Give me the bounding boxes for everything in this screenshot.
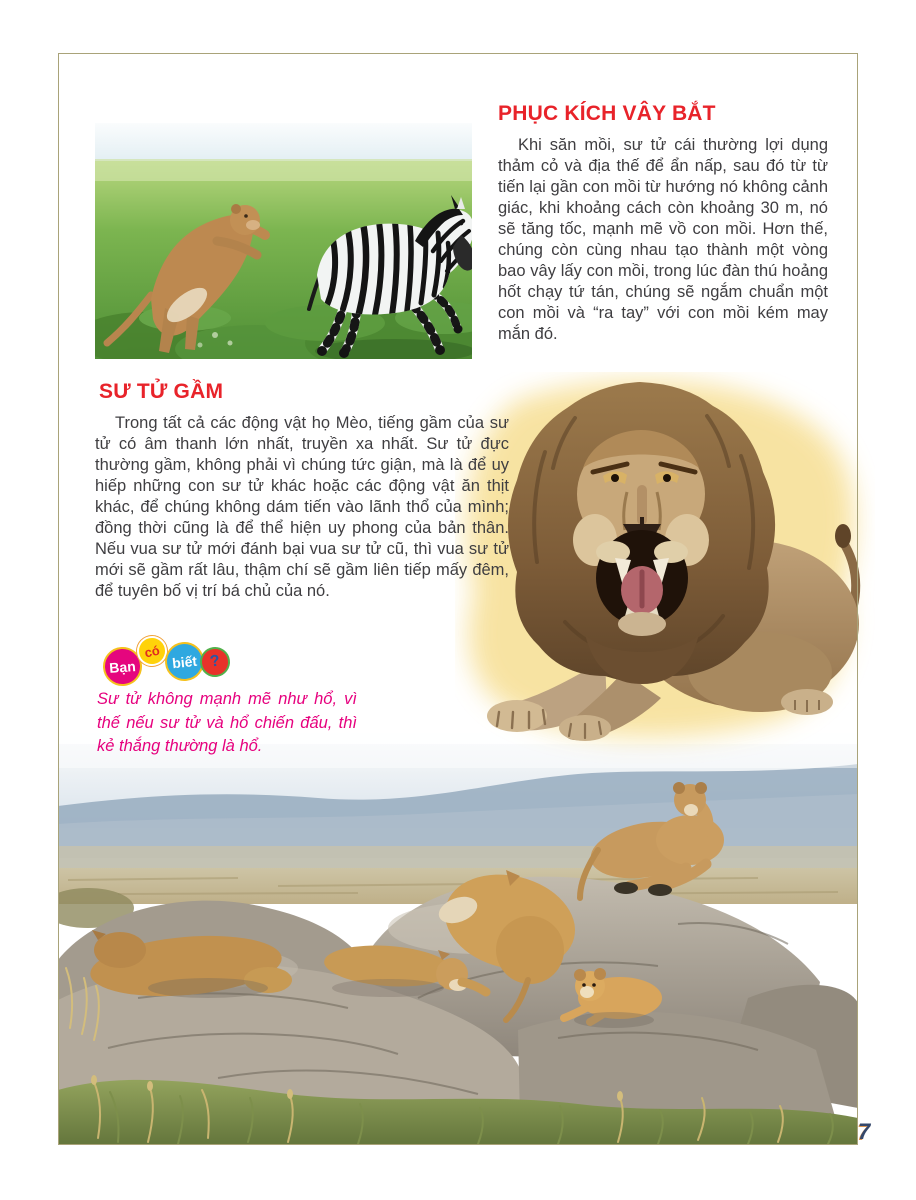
section-ambush	[498, 102, 828, 345]
badge-bubble-question	[198, 645, 232, 679]
question-mark-icon: ?	[208, 652, 221, 671]
page-number: 7	[858, 1119, 871, 1144]
badge-word: có	[143, 642, 161, 660]
section-roar-heading: SƯ TỬ GẦM	[99, 380, 224, 403]
badge-word: biết	[171, 652, 198, 671]
did-you-know-text: Sư tử không mạnh mẽ như hổ, vì thế nếu sư tử và hổ chiến đấu, thì kẻ thắng thường là hổ.	[97, 690, 357, 755]
section-roar-body: Trong tất cả các động vật họ Mèo, tiếng gầm của sư tử có âm thanh lớn nhất, truyền xa nhất. Sư tử đực thường gầm, không phải vì chúng tức giận, mà là để uy hiếp những con sư tử khác hoặc các động vật ăn thịt khác, để chúng không dám tiến vào lãnh thổ của mình; đồng thời cũng là để thể hiện uy phong của bản thân. Nếu vua sư tử mới đánh bại vua sư tử cũ, thì vua sư tử mới sẽ gầm rất lâu, thậm chí sẽ gầm liên tiếp mấy đêm, để tuyên bố vị trí bá chủ của nó.	[95, 414, 509, 600]
pride-photo	[58, 698, 858, 1145]
roaring-lion-art	[455, 372, 875, 764]
pride-photo-art	[58, 698, 858, 1145]
section-roar	[95, 380, 509, 602]
hunt-photo-art	[95, 123, 472, 359]
section-ambush-body: Khi săn mồi, sư tử cái thường lợi dụng thảm cỏ và địa thế để ẩn nấp, sau đó từ từ tiến lại gần con mồi từ hướng nó không cảnh giác, khi khoảng cách còn khoảng 30 m, nó sẽ tăng tốc, mạnh mẽ vồ con mồi. Hơn thế, chúng còn cùng nhau tạo thành một vòng bao vây lấy con mồi, trong lúc đàn thú hoảng hốt chạy tứ tán, chúng sẽ ngắm chuẩn một con mồi và “ra tay” với con mồi kém may mắn đó.	[498, 136, 828, 343]
section-ambush-heading: PHỤC KÍCH VÂY BẮT	[498, 102, 716, 125]
roaring-lion-photo	[455, 372, 875, 764]
badge-word: Bạn	[108, 657, 137, 676]
did-you-know-badge	[100, 634, 260, 694]
hunt-photo	[95, 123, 472, 359]
